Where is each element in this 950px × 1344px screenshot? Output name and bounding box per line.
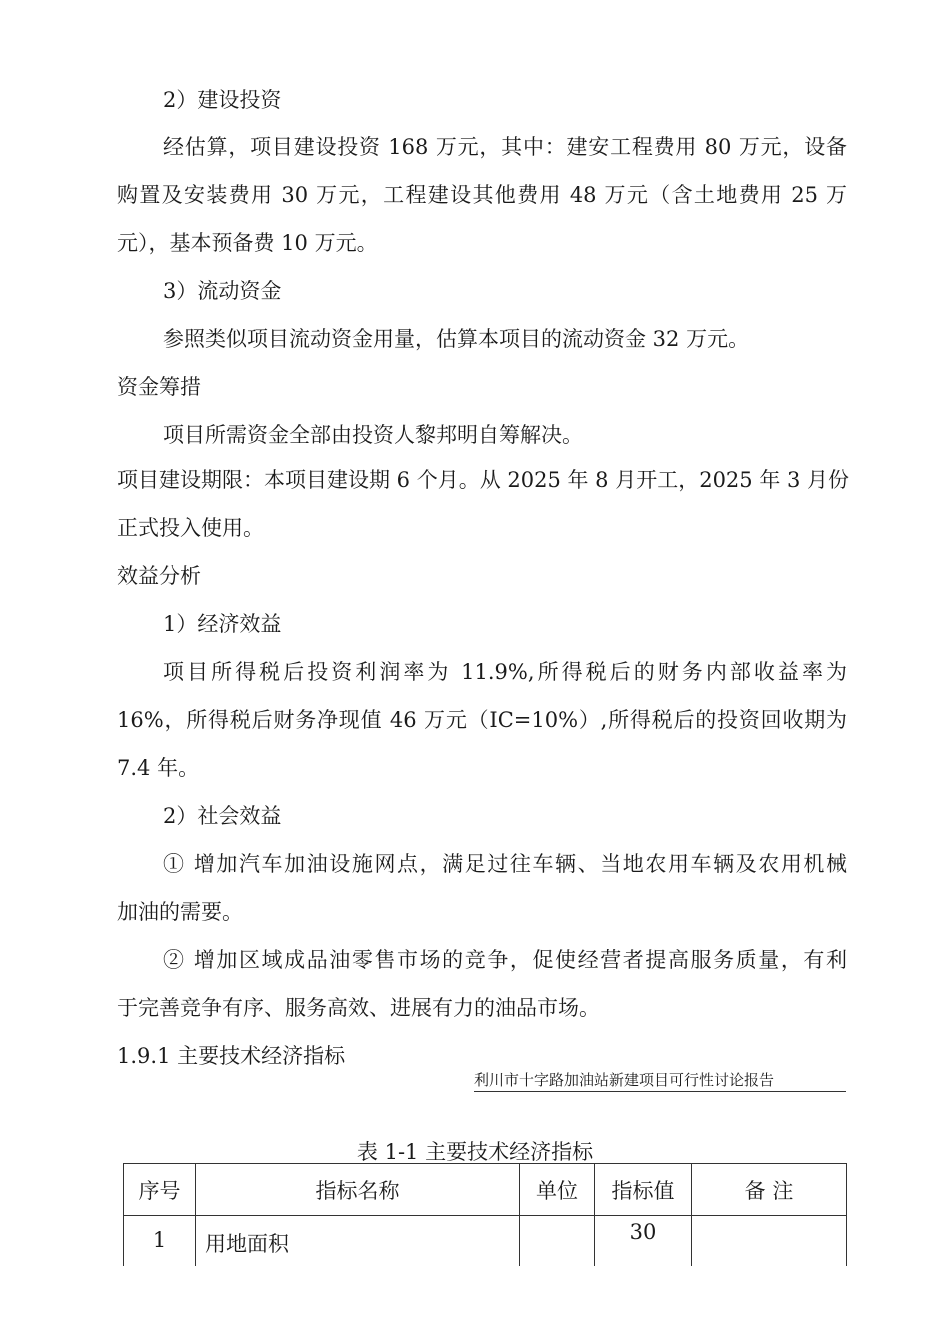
paragraph-line: 正式投入使用。 — [117, 516, 264, 540]
header-cell-value: 指标值 — [595, 1164, 692, 1216]
header-cell-name: 指标名称 — [196, 1164, 520, 1216]
heading-fund-raising: 资金筹措 — [117, 375, 201, 399]
paragraph-line: 项目所得税后投资利润率为 11.9%,所得税后的财务内部收益率为 — [163, 660, 847, 684]
table-header-row — [124, 1164, 847, 1216]
paragraph-line: 经估算，项目建设投资 168 万元，其中：建安工程费用 80 万元，设备 — [163, 135, 847, 159]
paragraph-line: ② 增加区域成品油零售市场的竞争，促使经营者提高服务质量，有利 — [163, 948, 847, 972]
indicators-table — [123, 1163, 847, 1281]
heading-working-capital: 3）流动资金 — [163, 279, 282, 303]
running-header: 利川市十字路加油站新建项目可行性讨论报告 — [474, 1071, 846, 1092]
header-cell-note: 备 注 — [692, 1164, 847, 1216]
section-heading-1-9-1: 1.9.1 主要技术经济指标 — [117, 1044, 346, 1068]
header-cell-unit: 单位 — [520, 1164, 595, 1216]
header-cell-number: 序号 — [124, 1164, 196, 1216]
paragraph-line: 项目所需资金全部由投资人黎邦明自筹解决。 — [163, 423, 583, 447]
paragraph-line: 购置及安装费用 30 万元，工程建设其他费用 48 万元（含土地费用 25 万 — [117, 183, 847, 207]
paragraph-line: 于完善竞争有序、服务高效、进展有力的油品市场。 — [117, 996, 600, 1020]
table-title: 表 1-1 主要技术经济指标 — [356, 1140, 594, 1164]
paragraph-line: 元），基本预备费 10 万元。 — [117, 231, 378, 255]
heading-economic-benefit: 1）经济效益 — [163, 612, 282, 636]
paragraph-line: 7.4 年。 — [117, 756, 200, 780]
paragraph-line: 参照类似项目流动资金用量，估算本项目的流动资金 32 万元。 — [163, 327, 750, 351]
heading-benefit-analysis: 效益分析 — [117, 564, 201, 588]
cell-number: 1 — [124, 1216, 196, 1281]
cell-name: 用地面积 — [196, 1216, 520, 1281]
page-bottom-blank — [0, 1266, 950, 1344]
heading-social-benefit: 2）社会效益 — [163, 804, 282, 828]
paragraph-line: 项目建设期限：本项目建设期 6 个月。从 2025 年 8 月开工，2025 年 3 月份 — [117, 468, 850, 492]
heading-construction-investment: 2）建设投资 — [163, 88, 282, 112]
cell-value: 30 — [595, 1216, 692, 1281]
paragraph-line: 16%，所得税后财务净现值 46 万元（IC=10%）,所得税后的投资回收期为 — [117, 708, 847, 732]
paragraph-line: ① 增加汽车加油设施网点，满足过往车辆、当地农用车辆及农用机械 — [163, 852, 847, 876]
paragraph-line: 加油的需要。 — [117, 900, 243, 924]
